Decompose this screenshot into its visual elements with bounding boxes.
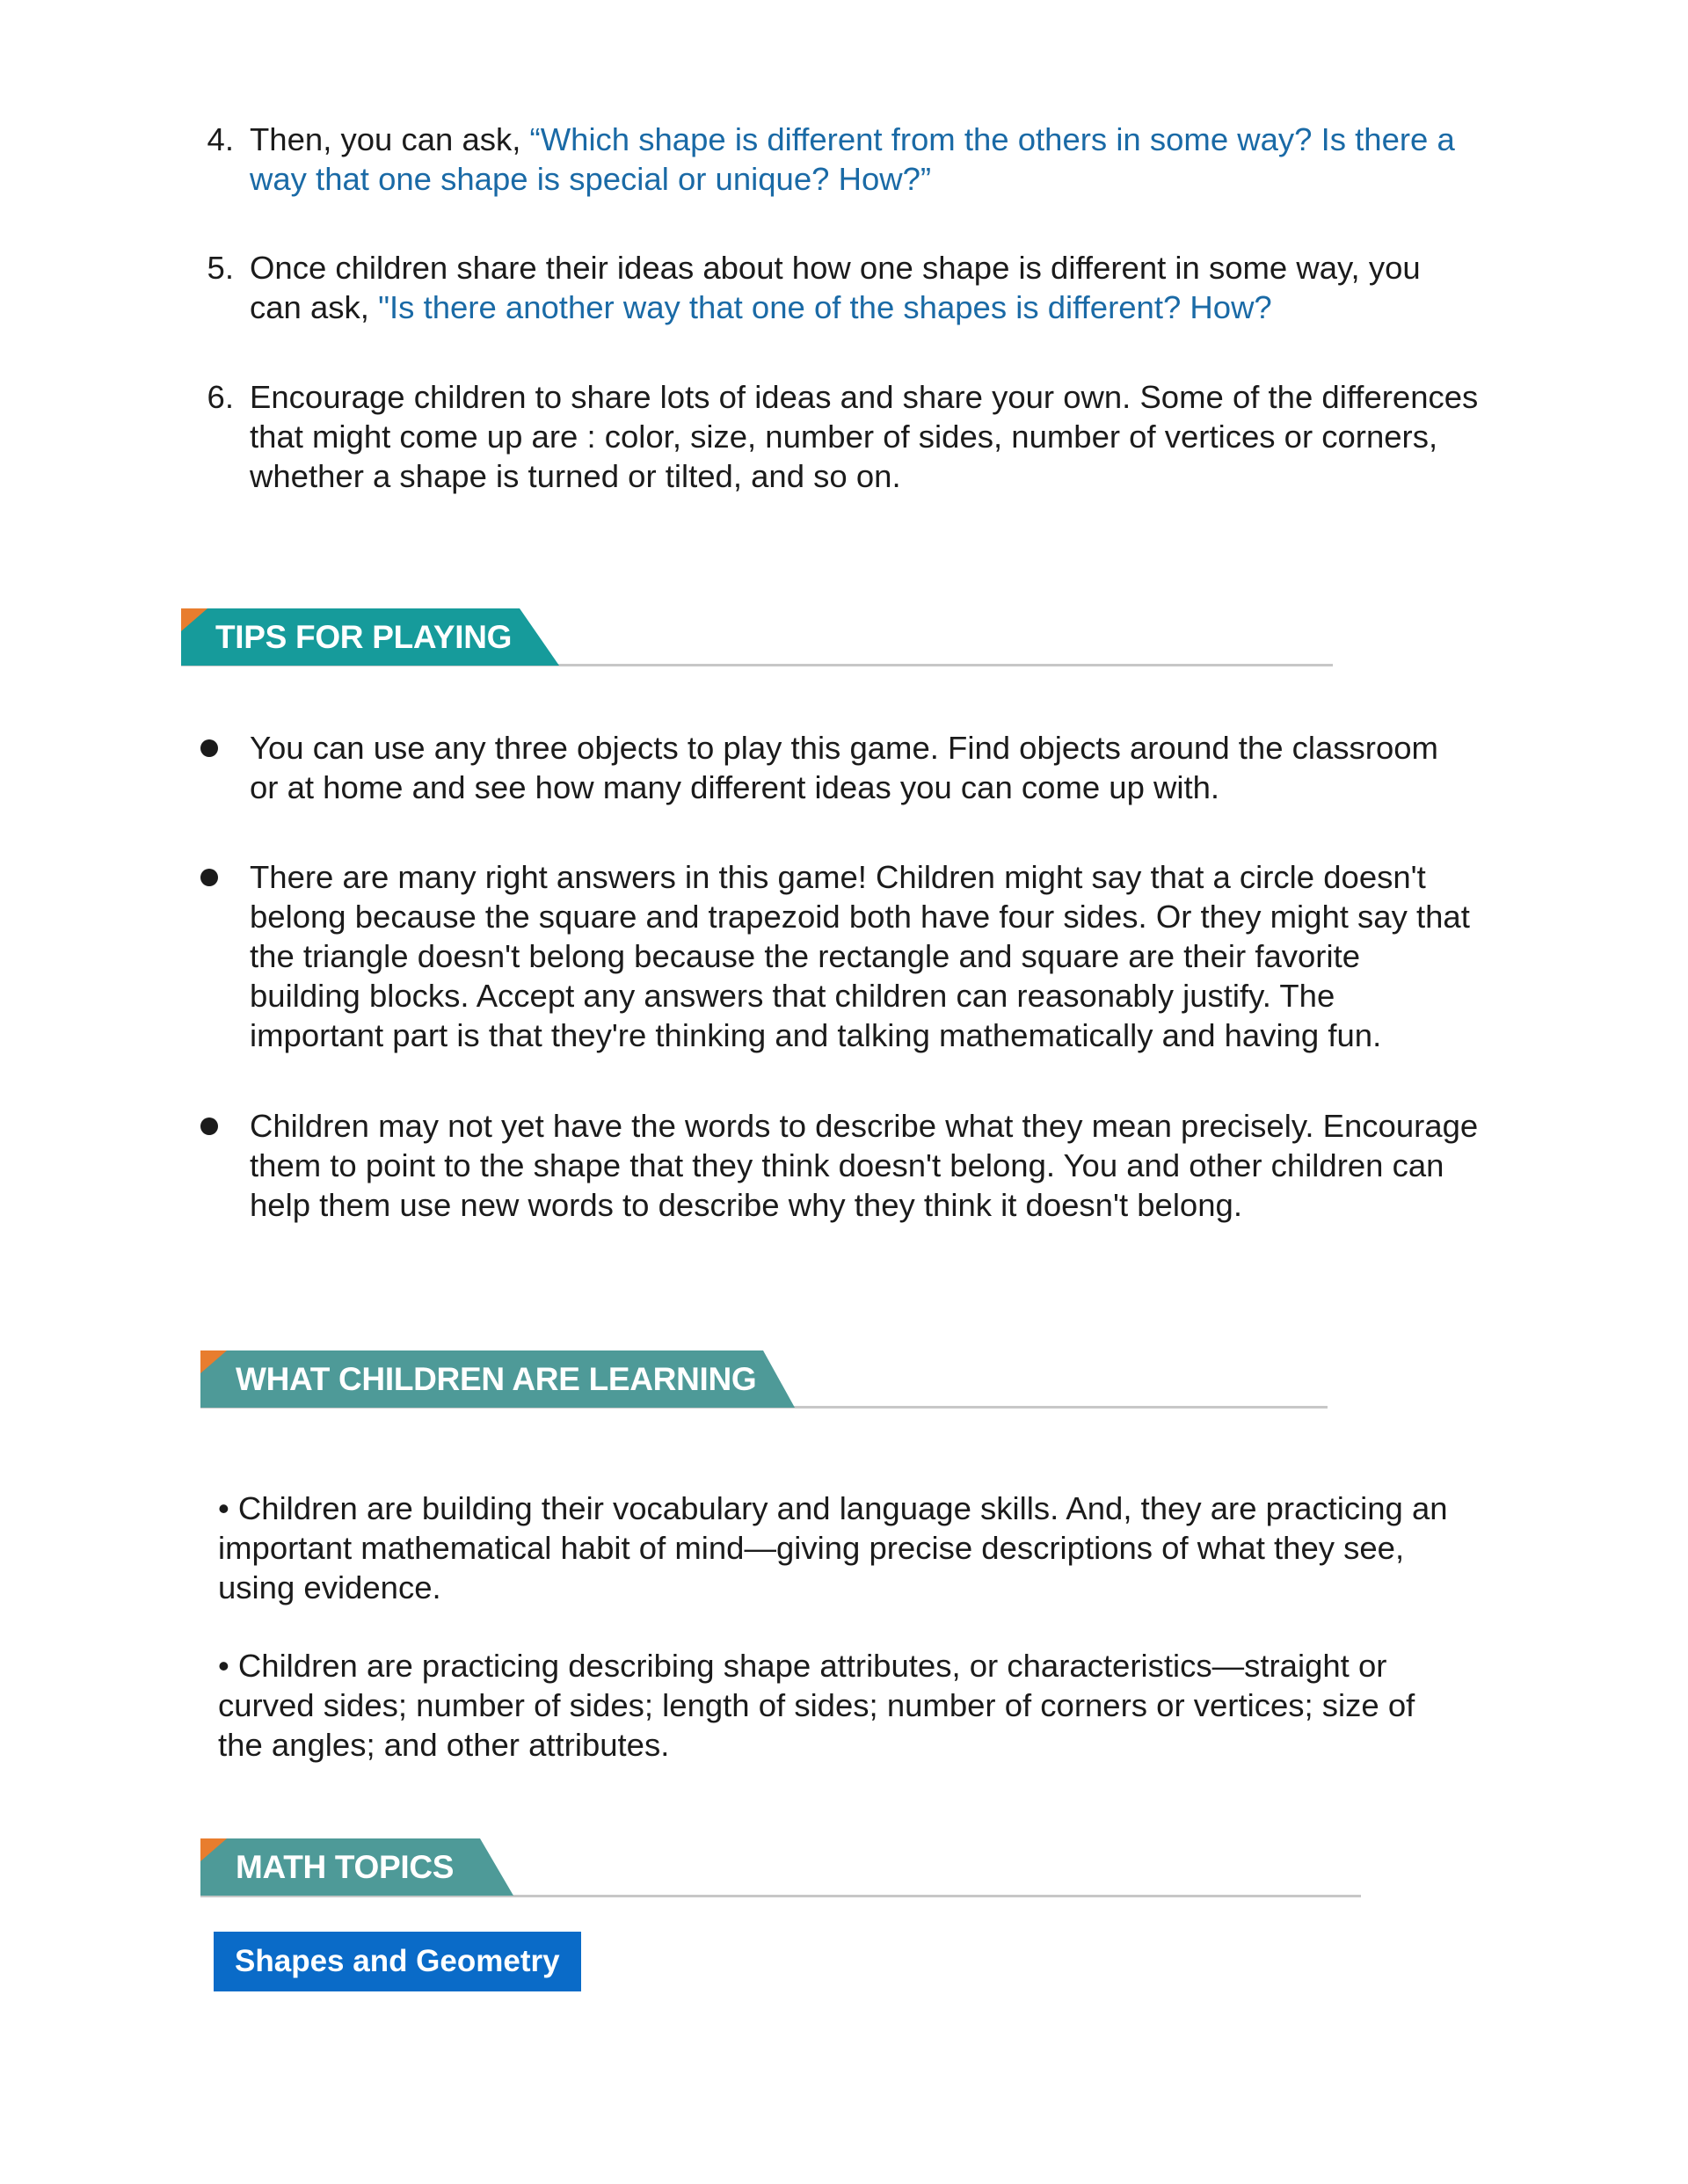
tip-text: the triangle doesn't belong because the rectangle and square are their favorite (250, 938, 1361, 974)
tip-text: them to point to the shape that they think doesn't belong. You and other children can (250, 1147, 1444, 1183)
step-text: that might come up are : color, size, number of sides, number of vertices or corners, (250, 419, 1438, 455)
learning-text: • Children are practicing describing shape attributes, or characteristics—straight or (218, 1648, 1387, 1684)
step-text: Once children share their ideas about how one shape is different in some way, you (250, 250, 1421, 286)
tip-text: or at home and see how many different ideas you can come up with. (250, 769, 1220, 805)
learning-text: important mathematical habit of mind—giving precise descriptions of what they see, (218, 1530, 1405, 1566)
step-text: Then, you can ask, (250, 121, 530, 157)
learning-text: curved sides; number of sides; length of sides; number of corners or vertices; size of (218, 1687, 1415, 1723)
learning-text: the angles; and other attributes. (218, 1727, 670, 1763)
step-number: 5. (207, 250, 234, 286)
learning-text: using evidence. (218, 1569, 441, 1605)
step-question: way that one shape is special or unique? How?” (250, 161, 932, 197)
tip-text: You can use any three objects to play this game. Find objects around the classroom (250, 730, 1438, 766)
bullet (200, 1117, 218, 1135)
learning-text: • Children are building their vocabulary and language skills. And, they are practicing an (218, 1490, 1448, 1526)
section-title: WHAT CHILDREN ARE LEARNING (236, 1361, 757, 1397)
step-text-line (250, 120, 1455, 159)
step-text: whether a shape is turned or tilted, and so on. (250, 458, 901, 494)
step-text-line (250, 288, 1272, 327)
section-title: MATH TOPICS (236, 1849, 455, 1885)
step-number: 4. (207, 121, 234, 157)
tip-text: There are many right answers in this game! Children might say that a circle doesn't (250, 859, 1426, 895)
tip-text: Children may not yet have the words to describe what they mean precisely. Encourage (250, 1108, 1479, 1144)
step-question: “Which shape is different from the others in some way? Is there a (529, 121, 1455, 157)
step-text: Encourage children to share lots of ideas and share your own. Some of the differences (250, 379, 1479, 415)
tip-text: belong because the square and trapezoid both have four sides. Or they might say that (250, 899, 1470, 935)
tip-text: help them use new words to describe why they think it doesn't belong. (250, 1187, 1242, 1223)
tip-text: building blocks. Accept any answers that children can reasonably justify. The (250, 978, 1335, 1014)
bullet (200, 869, 218, 886)
step-text: can ask, (250, 289, 379, 325)
step-number: 6. (207, 379, 234, 415)
section-title: TIPS FOR PLAYING (215, 619, 513, 655)
tip-text: important part is that they're thinking and talking mathematically and having fun. (250, 1017, 1382, 1053)
bullet (200, 739, 218, 757)
topic-chip-shapes-and-geometry[interactable]: Shapes and Geometry (214, 1932, 581, 1991)
step-question: "Is there another way that one of the shapes is different? How? (378, 289, 1272, 325)
